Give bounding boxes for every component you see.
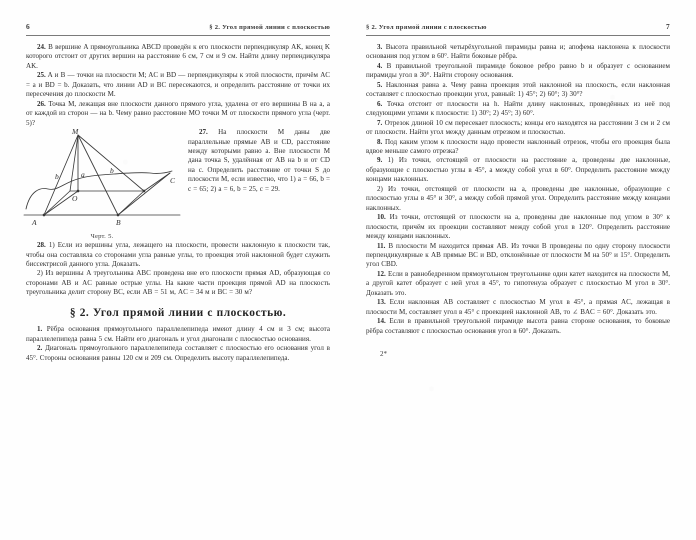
problem-14 (366, 317, 670, 336)
problem-24 (26, 43, 330, 71)
right-header-rule (366, 35, 670, 36)
right-page (348, 0, 696, 540)
problem-26 (26, 100, 330, 128)
problem-11-text: В плоскости M находится прямая AB. Из точки B проведены по одну сторону плоскости перпендикулярные к AB прямые BC и BD, отклонённые от плоскости M на 50° и 15°. Определить угол CBD. (366, 241, 670, 269)
problem-6-number: 6. (377, 99, 383, 108)
problem-3-text: Высота правильной четырёхугольной пирамиды равна и; апофема наклонена к плоскости основания под углом в 60°. Найти боковые рёбра. (366, 43, 670, 61)
section-problem-2-text: Диагональ прямоугольного параллелепипеда составляет с плоскостью его основания угол в 45°. Стороны основания равны 120 см и 209 см. Определить высоту параллелепипеда. (26, 344, 330, 362)
problem-27-text: На плоскости M даны две параллельные прямые AB и CD, расстояние между которыми равно a. Вне плоскости M дана точка S, удалённая от AB на b и от CD на c. Определить расстояние от точки S до плоскости M, если известно, что 1) a = 66, b = c = 65; 2) a = 6, b = 25, c = 29. (188, 128, 330, 193)
problem-28-part-1 (26, 241, 330, 269)
problem-28-part-2 (26, 269, 330, 297)
problem-9-part-1-text: 1) Из точки, отстоящей от плоскости на расстояние a, проведены две наклонные, образующие с плоскостью углы в 45°, а между собой угол в 60°. Определить расстояние между концами наклонных. (366, 156, 670, 184)
problem-3-number: 3. (377, 43, 383, 51)
problem-12 (366, 270, 670, 298)
right-page-text-column (366, 43, 670, 360)
left-page-header-title: § 2. Угол прямой линии с плоскостью (209, 24, 330, 31)
problem-7 (366, 119, 670, 138)
right-page-running-head (366, 22, 670, 34)
problem-12-number: 12. (377, 269, 386, 278)
right-page-folio: 7 (666, 22, 670, 31)
problem-5 (366, 81, 670, 100)
figure-drawing (22, 129, 182, 241)
problem-4 (366, 62, 670, 81)
problem-26-number: 26. (37, 99, 46, 108)
left-page-running-head (26, 22, 330, 34)
problem-8-number: 8. (377, 137, 383, 146)
problem-9-part-2 (366, 185, 670, 213)
problem-10-text: Из точки, отстоящей от плоскости на a, проведены две наклонные под углом в 30° к плоскости, причём их проекции составляют между собой угол в 120°. Определить расстояние между концами наклонных. (366, 213, 670, 241)
section-problem-1-text: Рёбра основания прямоугольного параллелепипеда имеют длину 4 см и 3 см; высота параллелепипеда равна 5 см. Найти его диагональ и угол диагонали с плоскостью основания. (26, 325, 330, 343)
problem-6 (366, 100, 670, 119)
figure-label-A: A (32, 218, 37, 228)
problem-8-text: Под каким углом к плоскости надо провести наклонный отрезок, чтобы его проекция была вдвое меньше самого отрезка? (366, 137, 670, 155)
left-header-rule (26, 35, 330, 36)
problem-13-text: Если наклонная AB составляет с плоскостью M угол в 45°, а прямая AC, лежащая в плоскости M, составляет угол в 45° с проекцией наклонной AB, то ∠ BAC = 60°. Доказать это. (366, 298, 670, 316)
problem-7-number: 7. (377, 118, 383, 127)
problem-4-text: В правильной треугольной пирамиде боковое ребро равно b и образует с основанием пирамиды угол в 30°. Найти сторону основания. (366, 61, 670, 80)
problem-26-text: Точка M, лежащая вне плоскости данного прямого угла, удалена от его вершины B на a, а от каждой из сторон — на b. Чему равно расстояние MO точки M от плоскости прямого угла (черт. 5)? (26, 99, 331, 127)
left-page-text-column (26, 43, 330, 363)
problem-9-number: 9. (377, 156, 383, 165)
problem-28-number: 28. (37, 241, 46, 250)
problem-28-part-1-text: 1) Если из вершины угла, лежащего на плоскости, провести наклонную к плоскости так, чтобы она составляла со сторонами угла равные углы, то проекция этой наклонной будет служить биссектрисой данного угла. Доказать. (26, 241, 330, 268)
problem-5-text: Наклонная равна a. Чему равна проекция этой наклонной на плоскость, если наклонная составляет с плоскостью проекции угол, равный: 1) 45°; 2) 60°; 3) 30°? (366, 80, 670, 99)
figure-label-b-right: b (110, 166, 114, 176)
problem-14-text: Если в правильной треугольной пирамиде высота равна стороне основания, то боковые рёбра составляют с плоскостью основания угол в 60°. Доказать. (366, 317, 670, 335)
problem-27-number: 27. (199, 128, 208, 137)
figure-label-B: B (116, 218, 121, 228)
problem-13-number: 13. (377, 298, 386, 307)
figure-label-C: C (170, 176, 176, 186)
signature-mark: 2* (380, 350, 387, 359)
left-page-folio: 6 (26, 22, 30, 31)
problem-12-text: Если в равнобедренном прямоугольном треугольнике один катет находится на плоскости M, а другой катет образует с ней угол в 45°, то гипотенуза образует с плоскостью M угол в 30°. Доказать это. (366, 269, 670, 297)
page-gutter (348, 0, 349, 540)
problem-11-number: 11. (377, 241, 386, 250)
figure-label-O: O (72, 194, 78, 204)
section-problem-1-number: 1. (37, 325, 43, 334)
problem-9-part-1 (366, 156, 670, 184)
section-problem-2-number: 2. (37, 344, 43, 353)
problem-10 (366, 213, 670, 241)
problem-24-text: В вершине A прямоугольника ABCD проведён к его плоскости перпендикуляр AK, конец K которого отстоит от других вершин на расстояние 6 см, 7 см и 9 см. Найти длину перпендикуляра AK. (26, 43, 330, 70)
problem-13 (366, 298, 670, 317)
problem-9-part-2-text: 2) Из точки, отстоящей от плоскости на a, проведены две наклонные, образующие с плоскостью углы в 45° и 30°, а между собой прямой угол. Определить расстояние между концами наклонных. (366, 184, 670, 212)
problem-28-part-2-text: 2) Из вершины A треугольника ABC проведена вне его плоскости прямая AD, образующая со сторонами AB и AC равные острые углы. На какие части проекция прямой AD на плоскость треугольника делит сторону BC, если AB = 51 м, AC = 34 м и BC = 30 м? (26, 269, 330, 297)
problem-3 (366, 43, 670, 62)
problem-24-number: 24. (37, 43, 46, 51)
figure-chert-5 (22, 129, 182, 241)
right-page-header-title: § 2. Угол прямой линии с плоскостью (366, 24, 487, 31)
figure-label-a: a (81, 170, 85, 180)
figure-caption: Черт. 5. (90, 232, 114, 240)
section-problem-2 (26, 344, 330, 363)
section-problem-1 (26, 325, 330, 344)
figure-label-M: M (72, 129, 79, 137)
problem-14-number: 14. (377, 317, 386, 326)
problem-25 (26, 71, 330, 99)
problem-25-text: A и B — точки на плоскости M; AC и BD — перпендикуляры к этой плоскости, причём AC = a и BD = b. Доказать, что линии AD и BC пересекаются, и определить расстояние от точки их пересечения до плоскости M. (26, 71, 330, 99)
section-heading: § 2. Угол прямой линии с плоскостью. (69, 306, 287, 319)
problem-8 (366, 138, 670, 157)
problem-4-number: 4. (377, 61, 383, 70)
problem-7-text: Отрезок длиной 10 см пересекает плоскость; концы его находятся на расстоянии 3 см и 2 см от плоскости. Найти угол между данным отрезком и плоскостью. (366, 118, 670, 137)
problem-11 (366, 242, 670, 270)
figure-label-b-left: b (55, 172, 59, 182)
problem-25-number: 25. (37, 71, 46, 80)
problem-5-number: 5. (377, 80, 383, 89)
figure-and-wrapped-text (26, 128, 330, 241)
problem-6-text: Точка отстоит от плоскости на h. Найти длину наклонных, проведённых из неё под следующими углами к плоскости: 1) 30°; 2) 45°; 3) 60°. (366, 99, 670, 118)
problem-10-number: 10. (377, 213, 386, 222)
